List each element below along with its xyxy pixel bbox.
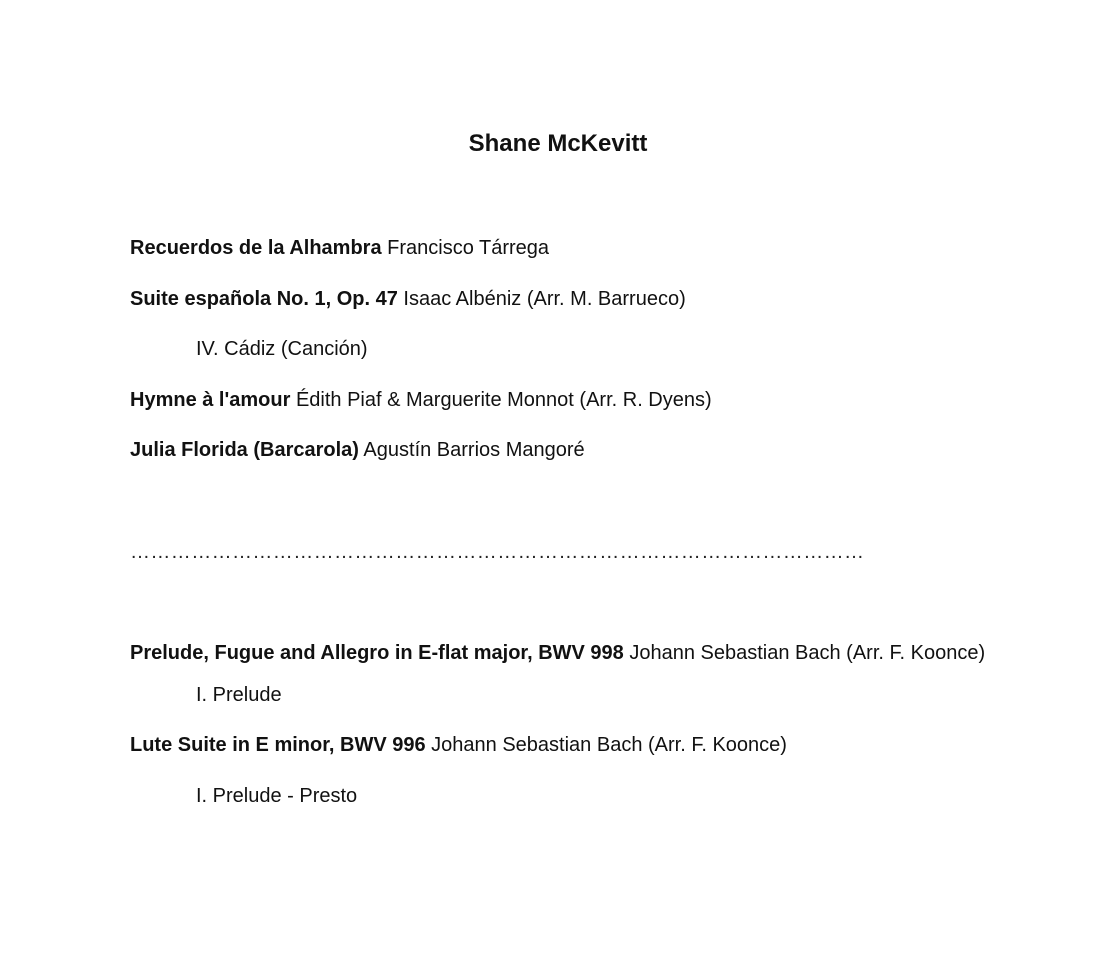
piece-title: Recuerdos de la Alhambra [130, 237, 382, 259]
dotted-separator: ……………………………………………………………………………………………… [130, 541, 865, 563]
program-item [130, 283, 990, 334]
piece-composer: Agustín Barrios Mangoré [363, 439, 585, 462]
program-part-1 [130, 232, 990, 485]
movement-item: I. Prelude - Presto [196, 784, 358, 807]
program-item [130, 628, 990, 679]
piece-title: Suite española No. 1, Op. 47 [130, 287, 398, 310]
performer-name: Shane McKevitt [468, 130, 648, 157]
program-part-2 [130, 637, 990, 831]
piece-title: Lute Suite in E minor, BWV 996 [130, 734, 426, 757]
piece-composer: Isaac Albéniz (Arr. M. Barrueco) [403, 287, 686, 310]
piece-title: Julia Florida (Barcarola) [130, 439, 359, 462]
piece-title: Hymne à l'amour [130, 388, 291, 411]
program-item [130, 384, 990, 435]
program-item [130, 232, 990, 283]
piece-composer: Francisco Tárrega [387, 237, 550, 259]
piece-composer: Édith Piaf & Marguerite Monnot (Arr. R. Dyens) [295, 388, 712, 411]
movement-item: IV. Cádiz (Canción) [196, 338, 368, 361]
piece-title: Prelude, Fugue and Allegro in E-flat major, BWV 998 [130, 642, 624, 665]
program-item [130, 434, 990, 485]
piece-composer: Johann Sebastian Bach (Arr. F. Koonce) [629, 642, 986, 665]
program-item [130, 729, 990, 780]
piece-composer: Johann Sebastian Bach (Arr. F. Koonce) [431, 734, 787, 757]
movement-item: I. Prelude [196, 683, 282, 706]
